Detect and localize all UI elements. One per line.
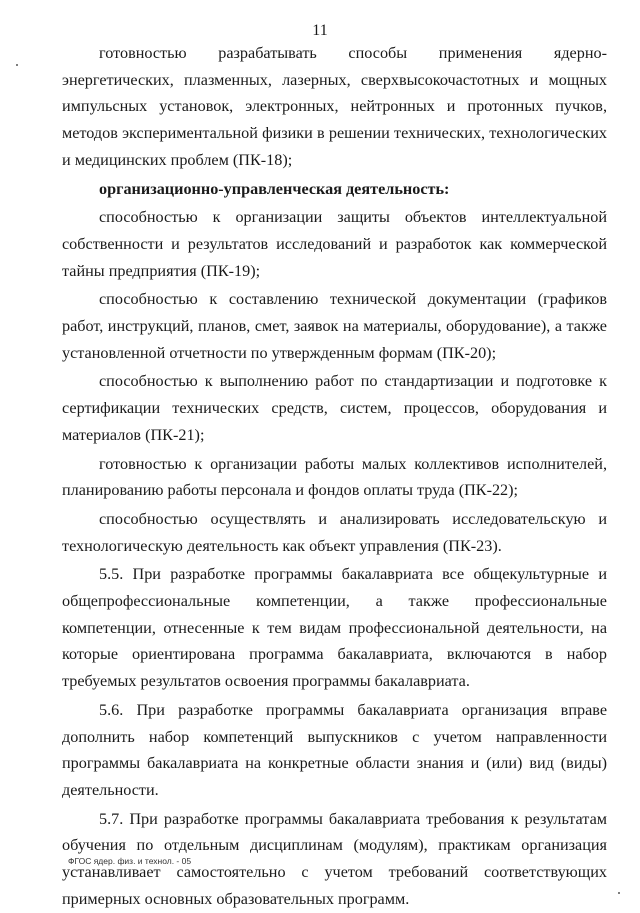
clause-5-6: 5.6. При разработке программы бакалавриата организация вправе дополнить набор компетенций выпускников с учетом направленности программы бакалавриата на конкретные области знания и (или) вид (виды) деятельности. bbox=[62, 700, 607, 799]
footer-document-code: ФГОС ядер. физ. и технол. - 05 bbox=[68, 856, 192, 866]
page-number: 11 bbox=[312, 22, 328, 39]
clause-5-7: 5.7. При разработке программы бакалавриата требования к результатам обучения по отдельным дисциплинам (модулям), практикам организация устанавливает самостоятельно с учетом требований соответствующих примерных основных образовательных программ. bbox=[62, 809, 607, 908]
section-heading-organizational-management: организационно-управленческая деятельность: bbox=[99, 179, 450, 198]
paragraph-pk19: способностью к организации защиты объектов интеллектуальной собственности и результатов исследований и разработок как коммерческой тайны предприятия (ПК-19); bbox=[62, 208, 607, 280]
scan-speck-mark bbox=[16, 64, 18, 66]
scan-speck-mark bbox=[618, 892, 620, 894]
paragraph-pk18: готовностью разрабатывать способы применения ядерно-энергетических, плазменных, лазерных, сверхвысокочастотных и мощных импульсных установок, электронных, нейтронных и протонных пучков, методов экспериментальной физики в решении технических, технологических и медицинских проблем (ПК-18); bbox=[62, 44, 607, 169]
paragraph-pk21: способностью к выполнению работ по стандартизации и подготовке к сертификации технических средств, систем, процессов, оборудования и материалов (ПК-21); bbox=[62, 372, 607, 444]
paragraph-pk22: готовностью к организации работы малых коллективов исполнителей, планированию работы персонала и фондов оплаты труда (ПК-22); bbox=[62, 454, 607, 500]
paragraph-pk23: способностью осуществлять и анализировать исследовательскую и технологическую деятельность как объект управления (ПК-23). bbox=[62, 509, 607, 555]
clause-5-5: 5.5. При разработке программы бакалавриата все общекультурные и общепрофессиональные компетенции, а также профессиональные компетенции, отнесенные к тем видам профессиональной деятельности, на которые ориентирована программа бакалавриата, включаются в набор требуемых результатов освоения программы бакалавриата. bbox=[62, 565, 607, 691]
paragraph-pk20: способностью к составлению технической документации (графиков работ, инструкций, планов, смет, заявок на материалы, оборудование), а также установленной отчетности по утвержденным формам (ПК-20); bbox=[62, 290, 607, 362]
document-body bbox=[62, 40, 607, 913]
